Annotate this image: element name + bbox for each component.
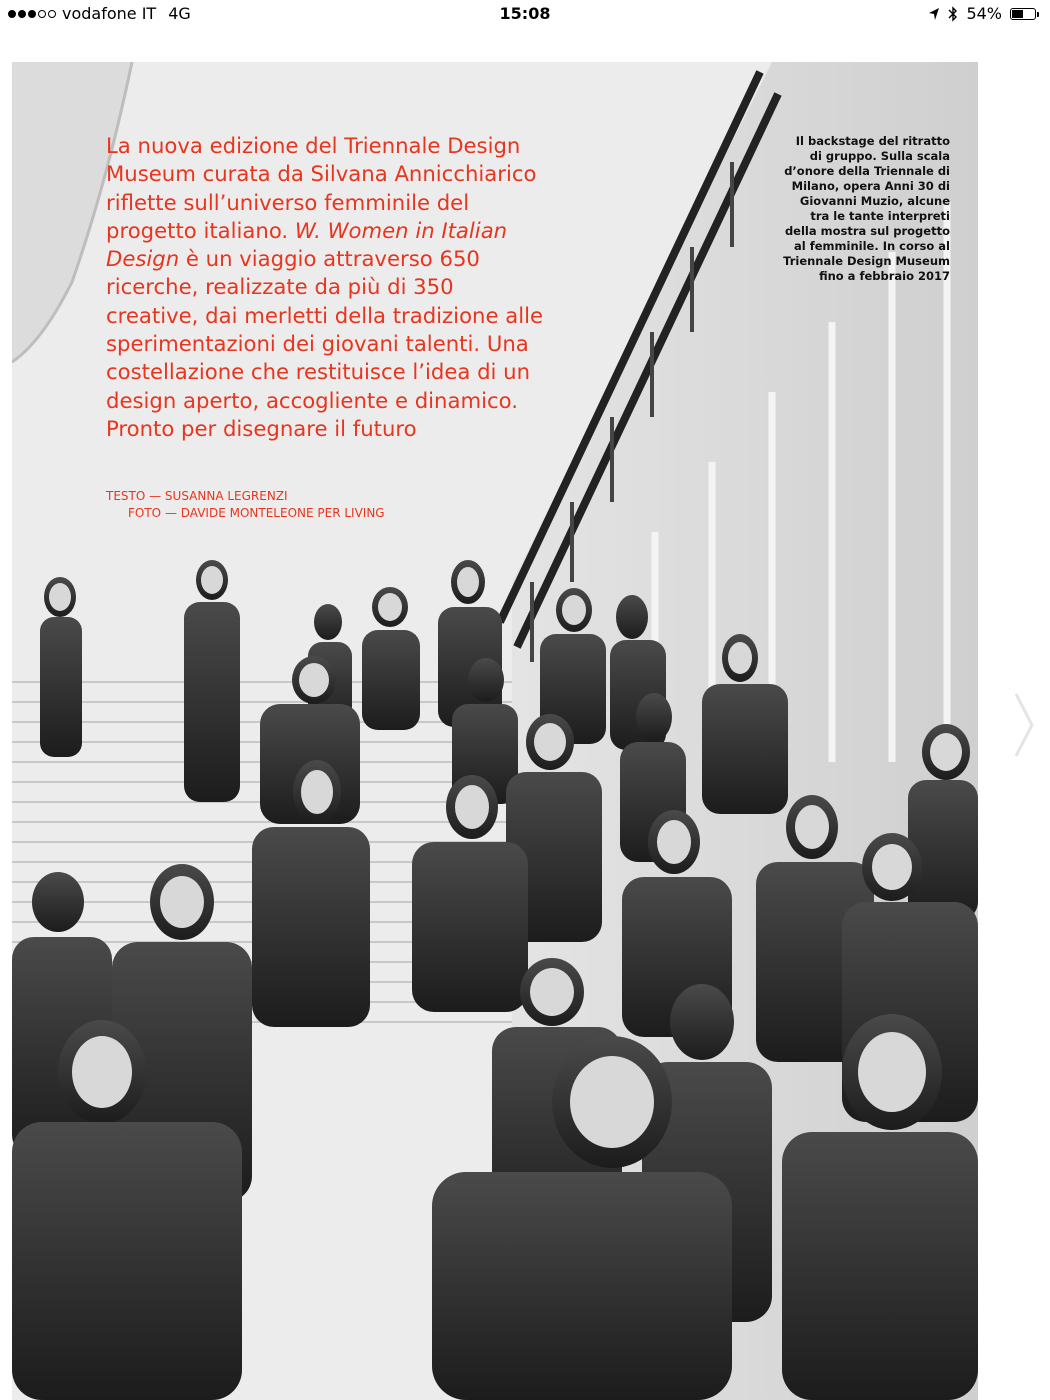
text-credit: TESTO — SUSANNA LEGRENZI	[106, 489, 288, 503]
article-credits	[106, 488, 385, 522]
status-bar	[0, 0, 1050, 30]
carrier-name: vodafone IT	[62, 4, 157, 23]
battery-percent: 54%	[966, 4, 1002, 23]
headline-text-1: La nuova edizione del Triennale Design Museum curata da Silvana Annicchiarico riflette sull’universo femminile del progetto italiano.	[106, 133, 537, 243]
photo-credit: FOTO — DAVIDE MONTELEONE PER LIVING	[128, 506, 385, 520]
article-headline	[106, 132, 546, 443]
headline-text-2: è un viaggio attraverso 650 ricerche, realizzate da più di 350 creative, dai merletti della tradizione alle sperimentazioni dei giovani talenti. Una costellazione che restituisce l’idea di un design aperto, accogliente e dinamico. Pronto per disegnare il futuro	[106, 246, 544, 441]
clock: 15:08	[499, 4, 551, 23]
network-type: 4G	[168, 4, 191, 23]
photo-caption: Il backstage del ritratto di gruppo. Sulla scala d’onore della Triennale di Milano, opera Anni 30 di Giovanni Muzio, alcune tra le tante interpreti della mostra sul progetto al femminile. In corso al Triennale Design Museum fino a febbraio 2017	[783, 134, 950, 283]
chevron-right-icon[interactable]	[1012, 690, 1036, 760]
magazine-page	[12, 62, 978, 1400]
bluetooth-icon	[948, 6, 958, 22]
location-arrow-icon	[928, 7, 940, 21]
battery-icon	[1010, 8, 1036, 20]
exhibition-title: W. Women in Italian Design	[106, 217, 508, 272]
